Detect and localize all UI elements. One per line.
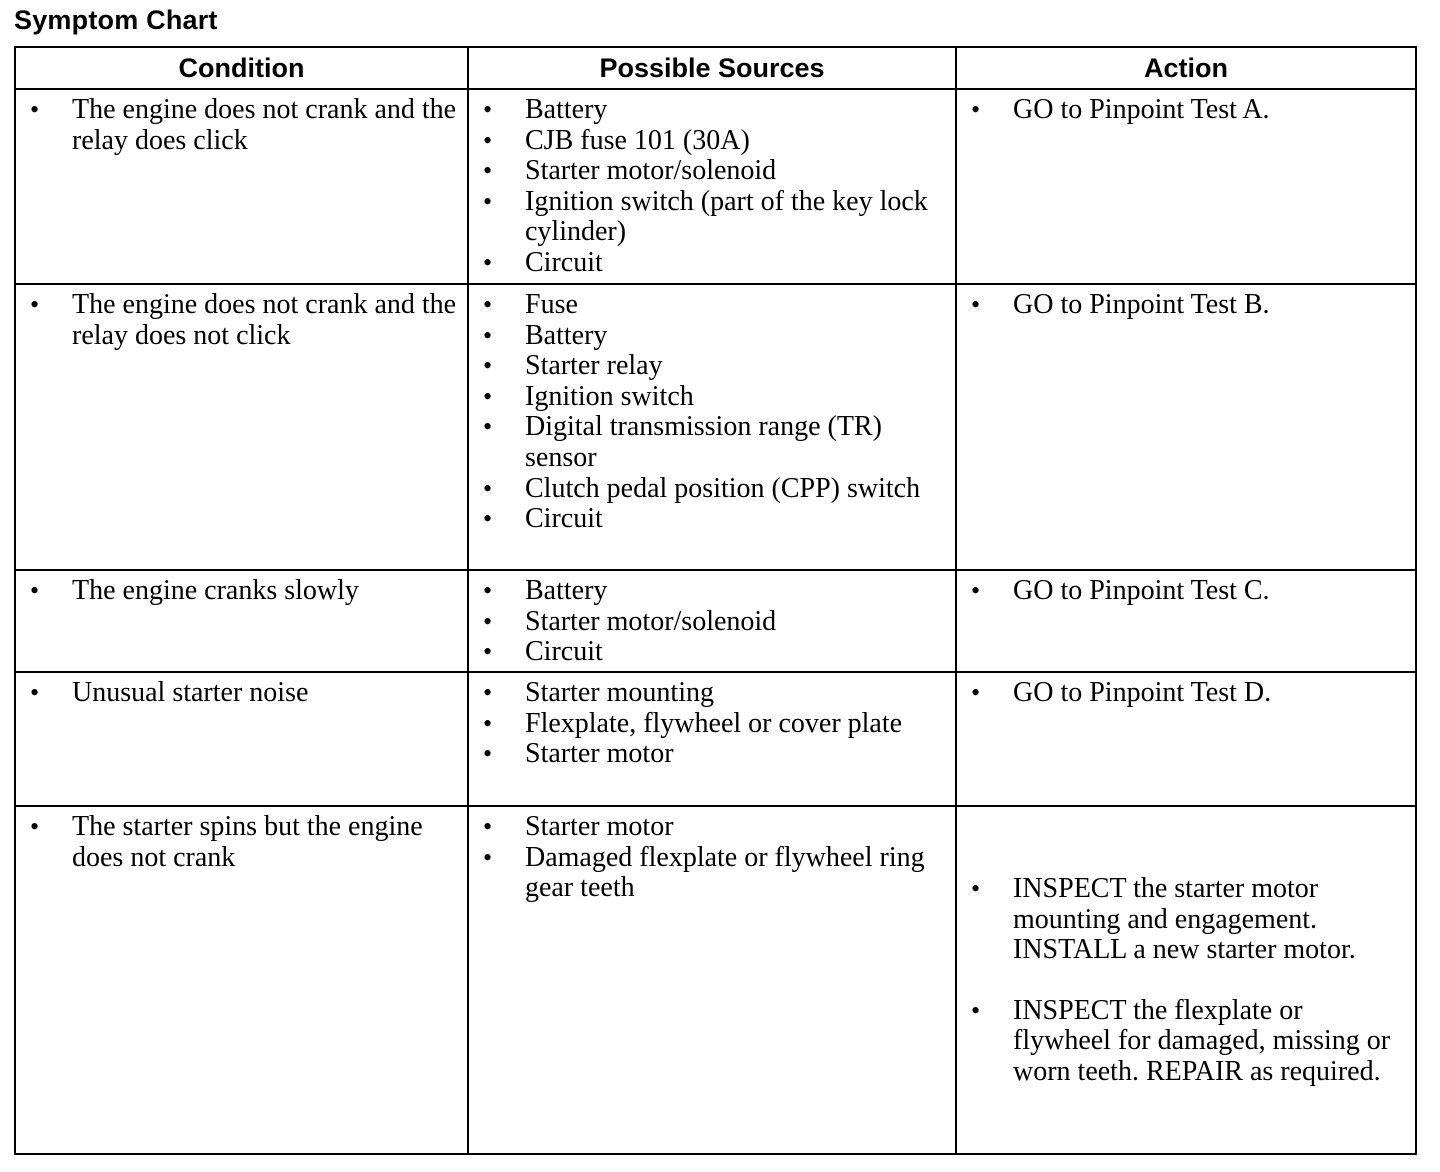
action-cell <box>956 570 1416 672</box>
table-row <box>15 672 1416 806</box>
list-item: • Starter motor <box>469 812 955 843</box>
table-row <box>15 284 1416 570</box>
list-item: • Fuse <box>469 290 955 321</box>
action-list <box>957 285 1415 321</box>
sources-cell <box>468 672 956 806</box>
action-cell <box>956 672 1416 806</box>
condition-cell <box>15 806 468 1154</box>
sources-list <box>469 90 955 279</box>
list-item: • GO to Pinpoint Test D. <box>957 678 1415 709</box>
table-row <box>15 89 1416 284</box>
condition-cell <box>15 284 468 570</box>
list-item: • Ignition switch (part of the key lock cylinder) <box>469 187 955 248</box>
list-item: • Unusual starter noise <box>16 678 467 709</box>
list-item: • Battery <box>469 95 955 126</box>
list-item: • Starter motor <box>469 739 955 770</box>
list-item: • Ignition switch <box>469 382 955 413</box>
list-item: • The engine does not crank and the relay does not click <box>16 290 467 351</box>
action-cell <box>956 806 1416 1154</box>
list-item: • The starter spins but the engine does not crank <box>16 812 467 873</box>
list-item: • Circuit <box>469 504 955 535</box>
list-item: • GO to Pinpoint Test A. <box>957 95 1415 126</box>
condition-list <box>16 673 467 709</box>
list-item: • Battery <box>469 321 955 352</box>
list-item: • Starter relay <box>469 351 955 382</box>
condition-list <box>16 90 467 156</box>
action-list <box>957 571 1415 607</box>
symptom-table <box>14 46 1417 1155</box>
condition-list <box>16 285 467 351</box>
list-item: • The engine does not crank and the relay does click <box>16 95 467 156</box>
list-item: • Starter motor/solenoid <box>469 156 955 187</box>
header-action: Action <box>956 47 1416 89</box>
table-row <box>15 570 1416 672</box>
action-list <box>957 90 1415 126</box>
list-item: • Circuit <box>469 637 955 668</box>
condition-cell <box>15 570 468 672</box>
sources-cell <box>468 89 956 284</box>
action-list <box>957 673 1415 709</box>
table-header-row <box>15 47 1416 89</box>
list-item: • Clutch pedal position (CPP) switch <box>469 474 955 505</box>
condition-cell <box>15 672 468 806</box>
list-item: • GO to Pinpoint Test B. <box>957 290 1415 321</box>
sources-list <box>469 807 955 904</box>
list-item: • INSPECT the starter motor mounting and engagement. INSTALL a new starter motor. <box>957 874 1415 966</box>
header-condition: Condition <box>15 47 468 89</box>
list-item: • INSPECT the flexplate or flywheel for damaged, missing or worn teeth. REPAIR as required. <box>957 996 1415 1088</box>
sources-cell <box>468 284 956 570</box>
sources-list <box>469 571 955 668</box>
condition-cell <box>15 89 468 284</box>
condition-list <box>16 807 467 873</box>
list-item: • Damaged flexplate or flywheel ring gear teeth <box>469 843 955 904</box>
page-title: Symptom Chart <box>14 5 218 35</box>
list-item: • CJB fuse 101 (30A) <box>469 126 955 157</box>
list-item: • GO to Pinpoint Test C. <box>957 576 1415 607</box>
action-cell <box>956 89 1416 284</box>
action-cell <box>956 284 1416 570</box>
action-list <box>957 807 1415 1088</box>
table-row <box>15 806 1416 1154</box>
list-item: • Starter motor/solenoid <box>469 607 955 638</box>
list-item: • Circuit <box>469 248 955 279</box>
sources-list <box>469 673 955 770</box>
list-item: • Digital transmission range (TR) sensor <box>469 412 955 473</box>
list-item: • Flexplate, flywheel or cover plate <box>469 709 955 740</box>
sources-cell <box>468 806 956 1154</box>
sources-list <box>469 285 955 535</box>
sources-cell <box>468 570 956 672</box>
header-possible-sources: Possible Sources <box>468 47 956 89</box>
condition-list <box>16 571 467 607</box>
list-item: • The engine cranks slowly <box>16 576 467 607</box>
list-item: • Starter mounting <box>469 678 955 709</box>
list-item: • Battery <box>469 576 955 607</box>
